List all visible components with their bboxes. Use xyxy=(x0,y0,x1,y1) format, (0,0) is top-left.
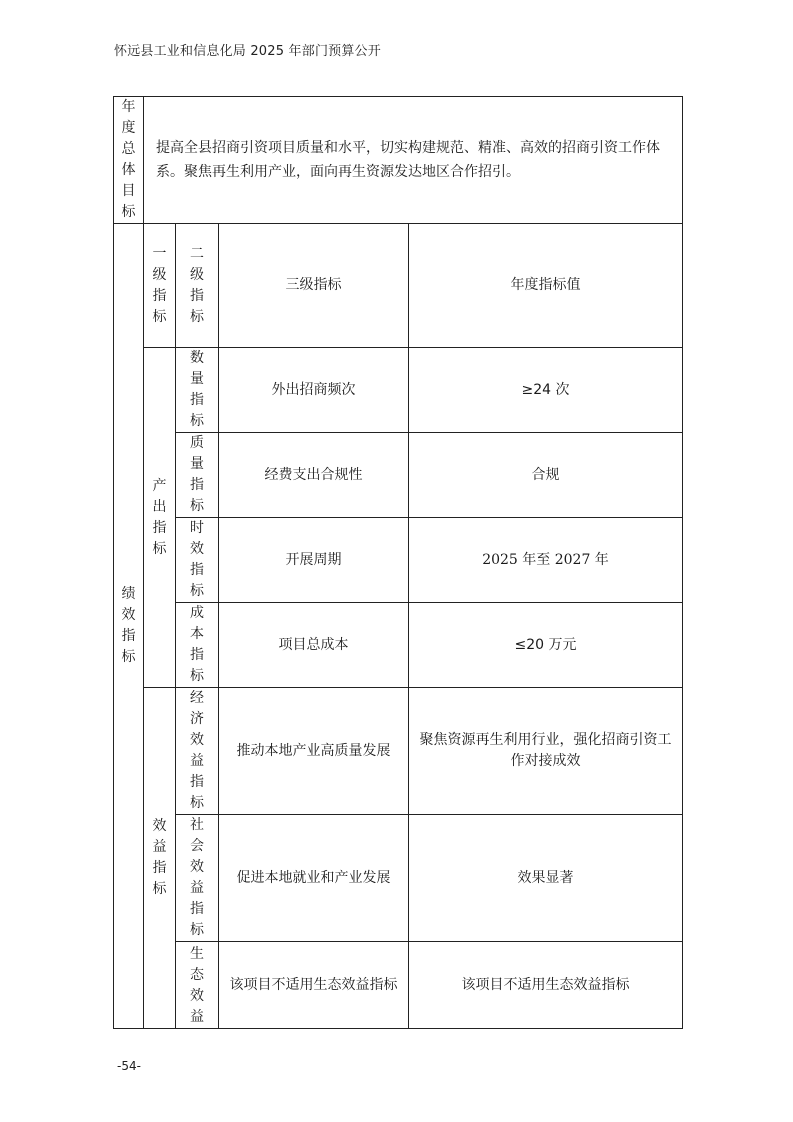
level2-cell: 质量指标 xyxy=(176,433,219,518)
level3-cell: 促进本地就业和产业发展 xyxy=(219,815,409,942)
level2-cell: 成本指标 xyxy=(176,603,219,688)
level3-cell: 开展周期 xyxy=(219,518,409,603)
document-header: 怀远县工业和信息化局 2025 年部门预算公开 xyxy=(114,44,381,59)
level3-cell: 该项目不适用生态效益指标 xyxy=(219,942,409,1029)
performance-indicator-label: 绩效指标 xyxy=(114,224,144,1029)
level3-header: 三级指标 xyxy=(219,224,409,348)
annual-goal-label: 年度总体目标 xyxy=(114,97,144,224)
performance-goal-table xyxy=(113,96,683,1029)
value-cell: 合规 xyxy=(409,433,683,518)
level2-cell: 生态效益 xyxy=(176,942,219,1029)
value-cell: 效果显著 xyxy=(409,815,683,942)
level1-header: 一级指标 xyxy=(144,224,176,348)
value-header: 年度指标值 xyxy=(409,224,683,348)
table-row xyxy=(114,688,683,815)
level2-cell: 经济效益指标 xyxy=(176,688,219,815)
level2-cell: 社会效益指标 xyxy=(176,815,219,942)
annual-goal-row xyxy=(114,97,683,224)
table-row xyxy=(114,603,683,688)
level3-cell: 项目总成本 xyxy=(219,603,409,688)
level3-cell: 推动本地产业高质量发展 xyxy=(219,688,409,815)
level2-cell: 时效指标 xyxy=(176,518,219,603)
table-row xyxy=(114,518,683,603)
value-cell: 2025 年至 2027 年 xyxy=(409,518,683,603)
level3-cell: 外出招商频次 xyxy=(219,348,409,433)
table-row xyxy=(114,942,683,1029)
value-cell: 该项目不适用生态效益指标 xyxy=(409,942,683,1029)
output-indicator-label: 产出指标 xyxy=(144,348,176,688)
benefit-indicator-label: 效益指标 xyxy=(144,688,176,1029)
level2-header: 二级指标 xyxy=(176,224,219,348)
indicator-header-row xyxy=(114,224,683,348)
table-row xyxy=(114,815,683,942)
value-cell: 聚焦资源再生利用行业，强化招商引资工作对接成效 xyxy=(409,688,683,815)
level3-cell: 经费支出合规性 xyxy=(219,433,409,518)
table-row xyxy=(114,348,683,433)
value-cell: ≤20 万元 xyxy=(409,603,683,688)
table-row xyxy=(114,433,683,518)
level2-cell: 数量指标 xyxy=(176,348,219,433)
annual-goal-text: 提高全县招商引资项目质量和水平，切实构建规范、精准、高效的招商引资工作体系。聚焦再生利用产业，面向再生资源发达地区合作招引。 xyxy=(144,97,683,224)
value-cell: ≥24 次 xyxy=(409,348,683,433)
page-number: -54- xyxy=(117,1059,141,1073)
